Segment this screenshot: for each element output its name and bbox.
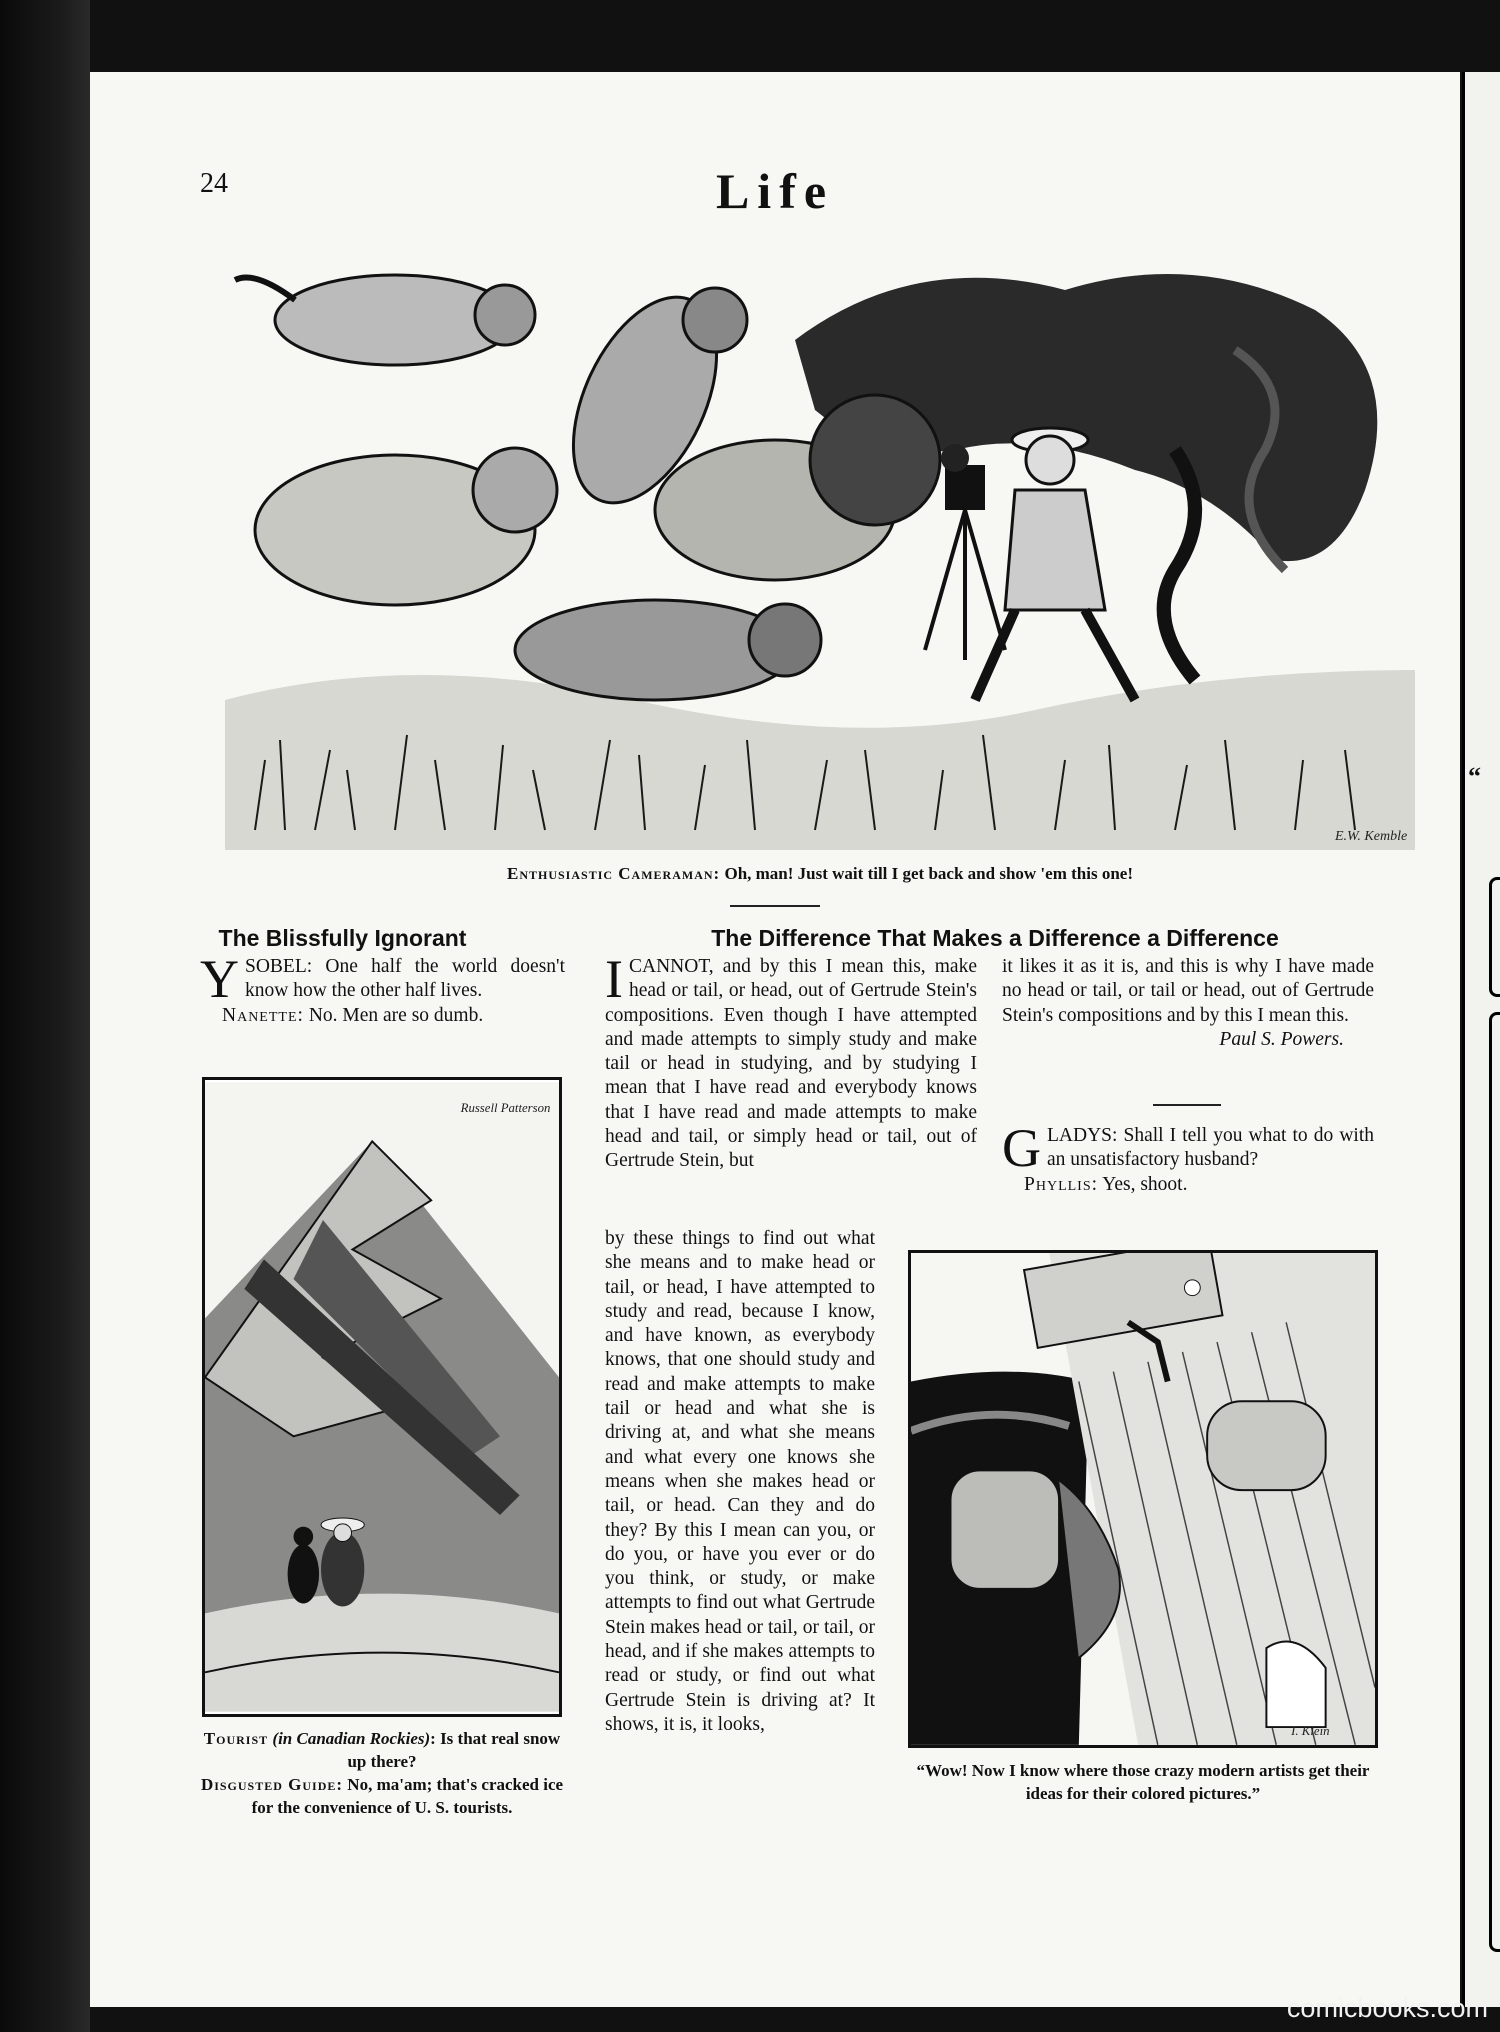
- difference-col1-narrow-text: by these things to find out what she means and to make head or tail, or head, I have attempted to study and read, because I know, and have known, as everybody knows, that one should study and read and make attempts to make tail or head and what she is driving at, and what she means and what every one knows she means when she makes head or tail, or head. Can they and do they? By this I mean can you, or do you, or have you ever or do you think, or study, or make attempts to find out what Gertrude Stein makes head or tail, or tail, or head, and if she makes attempts to read or study, or find out what Gertrude Stein is driving at? It shows, it is, it looks,: [605, 1228, 875, 1735]
- caption-divider: [730, 905, 820, 907]
- jungle-caption-text: Oh, man! Just wait till I get back and show 'em this one!: [724, 864, 1133, 883]
- article-divider: [1153, 1104, 1221, 1106]
- dropcap-g: G: [1002, 1118, 1041, 1178]
- nanette-line: [200, 1004, 565, 1028]
- tourist-speaker: Tourist: [203, 1729, 269, 1748]
- difference-signature: Paul S. Powers.: [1219, 1028, 1344, 1050]
- gladys-line: LADYS: Shall I tell you what to do with an unsatisfactory husband?: [1047, 1125, 1374, 1171]
- rockies-caption: [198, 1727, 566, 1819]
- phyllis-speaker: Phyllis:: [1024, 1173, 1099, 1195]
- nanette-speaker: Nanette:: [222, 1004, 304, 1026]
- blissfully-ignorant-headline: The Blissfully Ignorant: [218, 925, 467, 951]
- phyllis-line: [1002, 1173, 1374, 1197]
- nanette-text: No. Men are so dumb.: [308, 1004, 484, 1026]
- scan-edge-left: [0, 0, 90, 2032]
- jungle-caption: [270, 862, 1370, 885]
- difference-col2-text: it likes it as it is, and this is why I have made no head or tail, or tail or head, out of Gertrude Stein's compositions and by this I mean this.: [1002, 956, 1374, 1026]
- guide-text: No, ma'am; that's cracked ice for the convenience of U. S. tourists.: [251, 1775, 564, 1817]
- jungle-artist-signature: E.W. Kemble: [1335, 829, 1408, 844]
- difference-col1-narrow: [605, 1227, 875, 1737]
- watermark: comicbooks.com: [1286, 1993, 1488, 2023]
- difference-col2: [1002, 955, 1374, 1052]
- jungle-cameraman-illustration: [215, 230, 1425, 850]
- rockies-artist-signature: Russell Patterson: [460, 1100, 551, 1115]
- dropcap-y: Y: [200, 949, 239, 1009]
- canadian-rockies-illustration: [202, 1077, 562, 1717]
- next-page-box-1: [1489, 877, 1500, 997]
- phyllis-text: Yes, shoot.: [1102, 1173, 1188, 1195]
- difference-col1-top-text: CANNOT, and by this I mean this, make head or tail, or head, out of Gertrude Stein's compositions. Even though I have attempted and made attempts to simply study and make tail or head in studying, and by studying I mean that I have read and everybody knows that I have read and made attempts to make head and tail, or simply head or tail, out of Gertrude Stein, but: [605, 956, 977, 1172]
- ship-caption: “Wow! Now I know where those crazy modern artists get their ideas for their colored pictures.”: [916, 1761, 1370, 1803]
- page-number: 24: [200, 168, 228, 199]
- blissfully-ignorant-body: [200, 949, 565, 1028]
- ship-deck-illustration: [908, 1250, 1378, 1748]
- guide-speaker: Disgusted Guide:: [200, 1775, 344, 1794]
- masthead: Life: [715, 163, 835, 219]
- next-page-edge: [1462, 72, 1500, 2007]
- ysobel-line: SOBEL: One half the world doesn't know how the other half lives.: [245, 956, 565, 1002]
- difference-col1-top: [605, 949, 977, 1174]
- ship-artist-signature: I. Klein: [1291, 1723, 1330, 1738]
- next-page-quote-mark: “: [1468, 762, 1481, 791]
- tourist-location: (in Canadian Rockies): [272, 1729, 431, 1748]
- magazine-page: [90, 72, 1460, 2007]
- tourist-text: : Is that real snow up there?: [347, 1729, 561, 1771]
- gladys-body: [1002, 1118, 1374, 1197]
- next-page-box-2: [1489, 1012, 1500, 1952]
- jungle-caption-speaker: Enthusiastic Cameraman:: [507, 864, 721, 883]
- dropcap-i: I: [605, 949, 623, 1009]
- difference-headline: The Difference That Makes a Difference a Difference: [711, 925, 1279, 951]
